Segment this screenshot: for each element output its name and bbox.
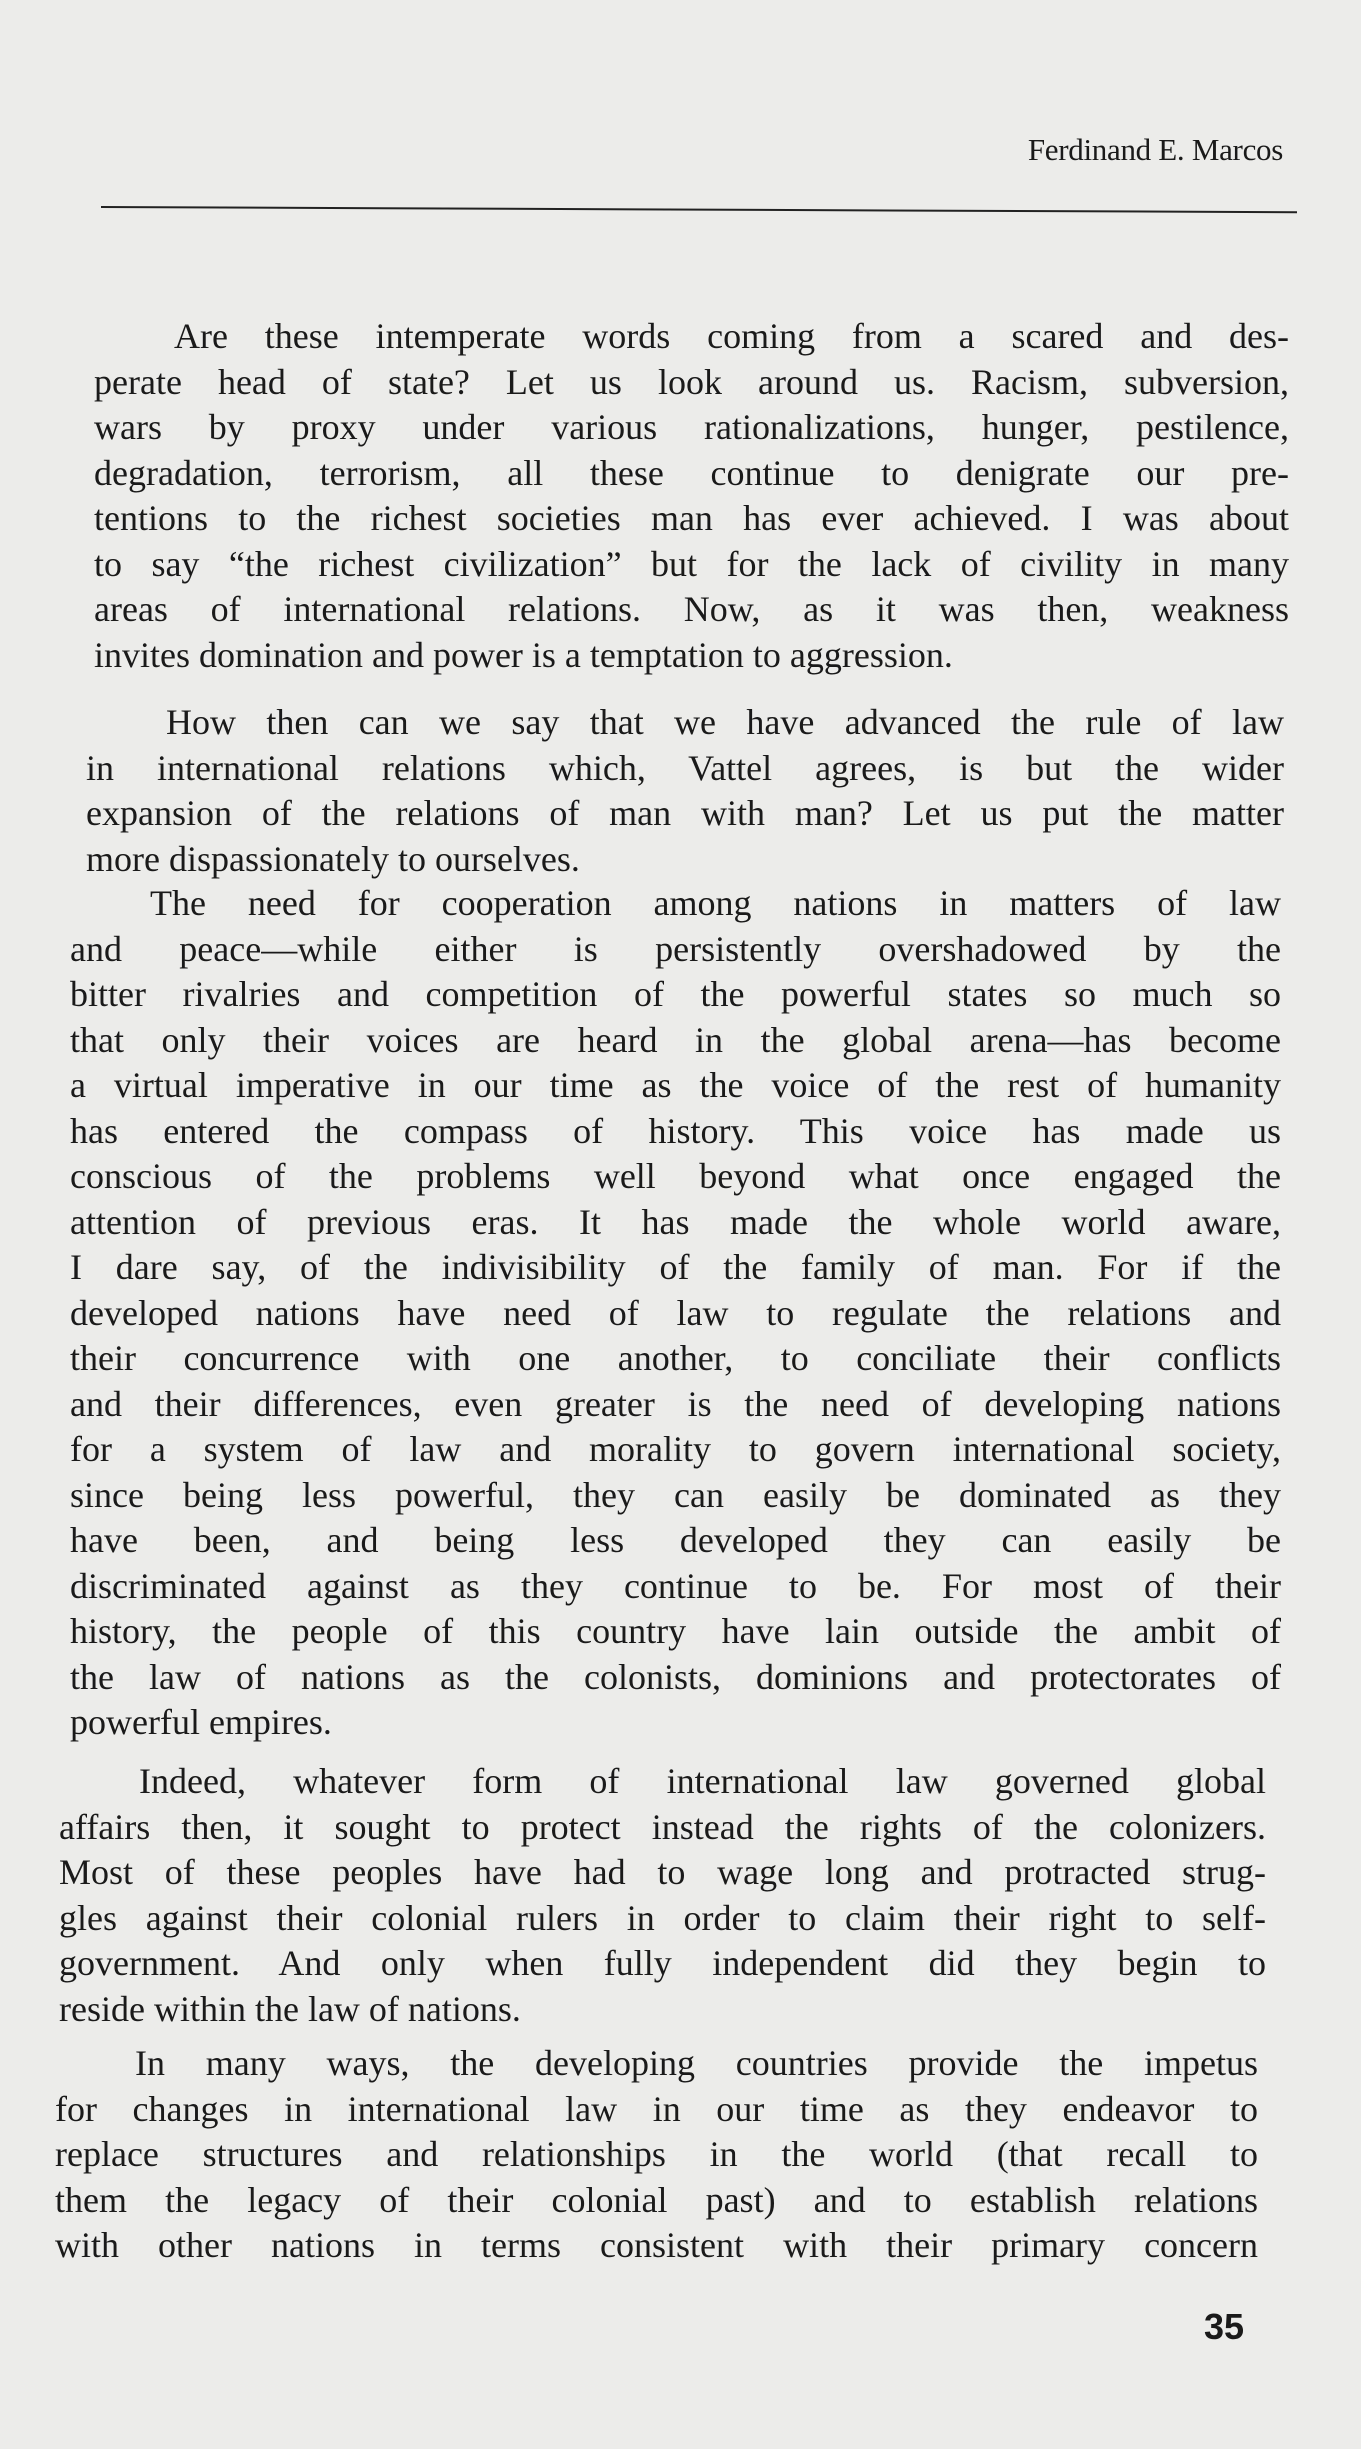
text-line: the law of nations as the colonists, dominions and protectorates of bbox=[70, 1656, 1281, 1697]
text-line: since being less powerful, they can easily be dominated as they bbox=[70, 1474, 1281, 1515]
text-line: bitter rivalries and competition of the powerful states so much so bbox=[70, 974, 1281, 1014]
text-line: wars by proxy under various rationalizations, hunger, pestilence, bbox=[94, 407, 1289, 447]
page-number: 35 bbox=[1204, 2306, 1245, 2347]
text-line: areas of international relations. Now, as it was then, weakness bbox=[94, 589, 1289, 629]
text-line: developed nations have need of law to regulate the relations and bbox=[70, 1292, 1281, 1333]
text-line: tentions to the richest societies man has ever achieved. I was about bbox=[94, 498, 1289, 538]
text-line: How then can we say that we have advanced the rule of law bbox=[166, 702, 1284, 742]
paragraph-1 bbox=[94, 314, 1289, 678]
text-line: powerful empires. bbox=[70, 1702, 332, 1742]
text-line: a virtual imperative in our time as the voice of the rest of humanity bbox=[70, 1065, 1281, 1105]
text-line: have been, and being less developed they can easily be bbox=[70, 1520, 1281, 1560]
text-line: In many ways, the developing countries provide the impetus bbox=[135, 2043, 1258, 2083]
paragraph-5 bbox=[55, 2041, 1258, 2269]
text-line: Are these intemperate words coming from a scared and des- bbox=[174, 316, 1289, 356]
text-line: their concurrence with one another, to conciliate their conflicts bbox=[70, 1338, 1281, 1378]
text-line: Indeed, whatever form of international law governed global bbox=[139, 1761, 1266, 1801]
text-line: attention of previous eras. It has made the whole world aware, bbox=[70, 1201, 1281, 1242]
text-line: reside within the law of nations. bbox=[59, 1988, 521, 2029]
header-rule bbox=[101, 206, 1297, 213]
text-line: history, the people of this country have lain outside the ambit of bbox=[70, 1611, 1281, 1651]
text-line: for a system of law and morality to govern international society, bbox=[70, 1429, 1281, 1469]
text-line: invites domination and power is a temptation to aggression. bbox=[94, 634, 953, 675]
text-line: government. And only when fully independent did they begin to bbox=[59, 1943, 1266, 1983]
text-line: conscious of the problems well beyond what once engaged the bbox=[70, 1156, 1281, 1196]
text-line: degradation, terrorism, all these continue to denigrate our pre- bbox=[94, 452, 1289, 493]
text-line: more dispassionately to ourselves. bbox=[86, 838, 580, 879]
text-line: in international relations which, Vattel agrees, is but the wider bbox=[86, 747, 1284, 788]
paragraph-4 bbox=[59, 1759, 1266, 2032]
text-line: Most of these peoples have had to wage long and protracted strug- bbox=[59, 1852, 1266, 1892]
text-line: gles against their colonial rulers in order to claim their right to self- bbox=[59, 1897, 1266, 1938]
text-line: discriminated against as they continue to be. For most of their bbox=[70, 1565, 1281, 1606]
text-line: to say “the richest civilization” but for the lack of civility in many bbox=[94, 543, 1289, 584]
text-line: expansion of the relations of man with man? Let us put the matter bbox=[86, 793, 1284, 833]
text-line: I dare say, of the indivisibility of the family of man. For if the bbox=[70, 1247, 1281, 1287]
running-head: Ferdinand E. Marcos bbox=[1027, 132, 1283, 167]
text-line: them the legacy of their colonial past) and to establish relations bbox=[55, 2179, 1258, 2220]
text-line: for changes in international law in our time as they endeavor to bbox=[55, 2088, 1258, 2129]
text-line: that only their voices are heard in the global arena—has become bbox=[70, 1019, 1281, 1060]
paragraph-3 bbox=[70, 881, 1281, 1746]
text-line: perate head of state? Let us look around us. Racism, subversion, bbox=[94, 361, 1289, 402]
text-line: and their differences, even greater is the need of developing nations bbox=[70, 1383, 1281, 1424]
text-line: has entered the compass of history. This voice has made us bbox=[70, 1110, 1281, 1151]
text-line: replace structures and relationships in the world (that recall to bbox=[55, 2134, 1258, 2174]
text-line: with other nations in terms consistent with their primary concern bbox=[55, 2225, 1258, 2265]
text-line: and peace—while either is persistently overshadowed by the bbox=[70, 928, 1281, 969]
text-line: affairs then, it sought to protect instead the rights of the colonizers. bbox=[59, 1806, 1266, 1847]
text-line: The need for cooperation among nations in matters of law bbox=[150, 883, 1281, 923]
paragraph-2 bbox=[86, 700, 1284, 882]
